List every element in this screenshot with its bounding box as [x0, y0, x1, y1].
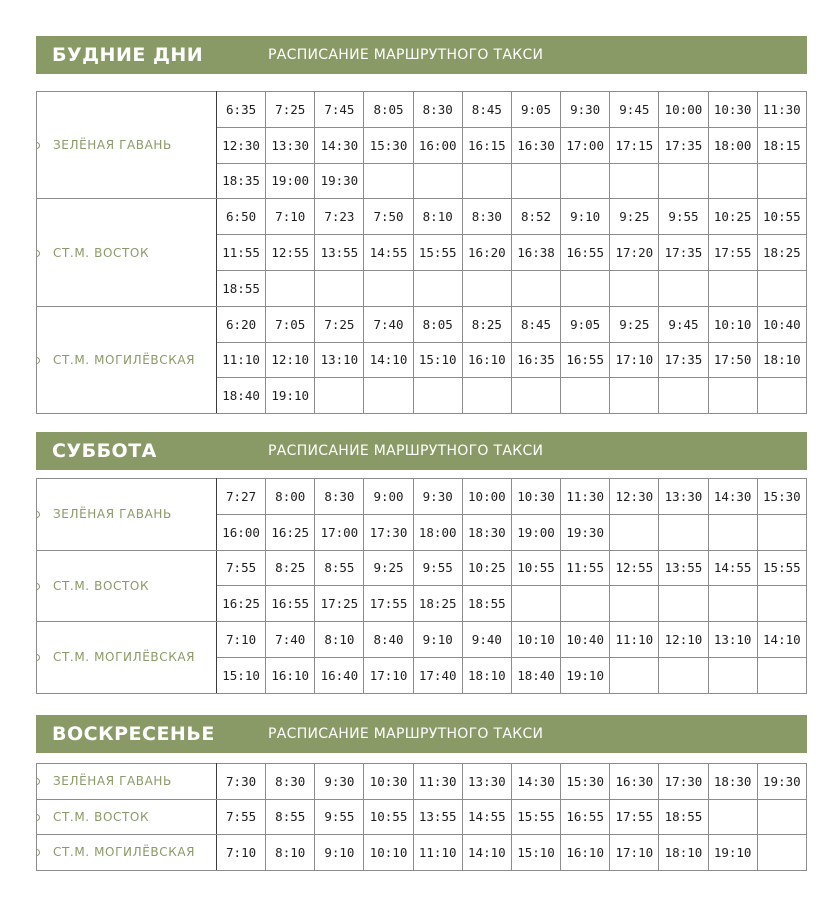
departure-time: 9:45 [610, 92, 659, 128]
departure-time: 7:30 [217, 764, 266, 800]
departure-time: 7:50 [364, 199, 413, 235]
departure-time [266, 270, 315, 306]
departure-time: 11:55 [217, 235, 266, 271]
departure-time: 10:25 [462, 550, 511, 586]
departure-time: 16:55 [561, 342, 610, 378]
timetable-row [37, 799, 807, 835]
departure-time: 8:52 [511, 199, 560, 235]
departure-time [561, 378, 610, 414]
departure-time [511, 378, 560, 414]
departure-time [708, 378, 757, 414]
departure-time: 18:25 [757, 235, 806, 271]
departure-time: 8:45 [511, 306, 560, 342]
departure-time [610, 270, 659, 306]
departure-time: 8:30 [266, 764, 315, 800]
departure-time: 11:10 [610, 622, 659, 658]
departure-time [364, 270, 413, 306]
departure-time: 16:55 [561, 235, 610, 271]
departure-time [462, 270, 511, 306]
departure-time: 7:25 [315, 306, 364, 342]
departure-time [413, 163, 462, 199]
departure-time: 15:10 [217, 657, 266, 693]
timetable-row [37, 764, 807, 800]
departure-time: 10:00 [462, 479, 511, 515]
departure-time: 17:20 [610, 235, 659, 271]
departure-time [708, 514, 757, 550]
departure-time: 7:23 [315, 199, 364, 235]
departure-time: 9:05 [511, 92, 560, 128]
timetable-row [37, 92, 807, 128]
departure-time: 8:05 [364, 92, 413, 128]
departure-time: 8:10 [315, 622, 364, 658]
departure-time [757, 657, 806, 693]
departure-time: 16:10 [561, 835, 610, 871]
departure-time: 14:55 [708, 550, 757, 586]
stop-name: СТ.М. ВОСТОК [37, 199, 217, 306]
departure-time: 16:20 [462, 235, 511, 271]
departure-time: 8:25 [462, 306, 511, 342]
departure-time: 8:30 [413, 92, 462, 128]
departure-time [315, 270, 364, 306]
departure-time: 9:55 [659, 199, 708, 235]
timetable-row [37, 199, 807, 235]
departure-time [610, 586, 659, 622]
departure-time: 18:40 [217, 378, 266, 414]
departure-time: 16:30 [511, 127, 560, 163]
departure-time [561, 270, 610, 306]
departure-time: 7:40 [266, 622, 315, 658]
departure-time: 7:10 [217, 622, 266, 658]
departure-time: 13:30 [659, 479, 708, 515]
departure-time: 9:10 [413, 622, 462, 658]
departure-time: 9:25 [610, 199, 659, 235]
saturday-timetable [36, 478, 807, 694]
departure-time: 19:10 [266, 378, 315, 414]
departure-time [364, 378, 413, 414]
departure-time: 12:55 [266, 235, 315, 271]
departure-time: 19:10 [708, 835, 757, 871]
departure-time [659, 514, 708, 550]
departure-time: 14:55 [462, 799, 511, 835]
stop-name: СТ.М. ВОСТОК [37, 550, 217, 622]
departure-time: 9:55 [315, 799, 364, 835]
departure-time: 12:10 [266, 342, 315, 378]
departure-time: 10:25 [708, 199, 757, 235]
departure-time: 15:55 [413, 235, 462, 271]
departure-time: 13:10 [315, 342, 364, 378]
departure-time: 17:10 [364, 657, 413, 693]
stop-name: СТ.М. МОГИЛЁВСКАЯ [37, 306, 217, 413]
departure-time: 8:55 [266, 799, 315, 835]
departure-time: 9:45 [659, 306, 708, 342]
saturday-subtitle: РАСПИСАНИЕ МАРШРУТНОГО ТАКСИ [268, 443, 544, 459]
departure-time: 16:30 [610, 764, 659, 800]
departure-time: 18:00 [708, 127, 757, 163]
departure-time: 6:50 [217, 199, 266, 235]
departure-time [708, 799, 757, 835]
departure-time [413, 270, 462, 306]
departure-time [561, 163, 610, 199]
departure-time [708, 586, 757, 622]
departure-time [708, 163, 757, 199]
departure-time: 17:50 [708, 342, 757, 378]
departure-time: 8:30 [315, 479, 364, 515]
sunday-subtitle: РАСПИСАНИЕ МАРШРУТНОГО ТАКСИ [268, 726, 544, 742]
sunday-timetable [36, 763, 807, 871]
departure-time: 16:38 [511, 235, 560, 271]
departure-time: 15:55 [511, 799, 560, 835]
departure-time: 10:30 [708, 92, 757, 128]
departure-time: 19:00 [511, 514, 560, 550]
departure-time: 18:55 [659, 799, 708, 835]
departure-time: 17:25 [315, 586, 364, 622]
departure-time: 7:27 [217, 479, 266, 515]
stop-name: СТ.М. МОГИЛЁВСКАЯ [37, 835, 217, 871]
departure-time: 16:15 [462, 127, 511, 163]
departure-time: 14:10 [757, 622, 806, 658]
timetable-row [37, 550, 807, 586]
departure-time: 9:30 [561, 92, 610, 128]
departure-time: 16:10 [266, 657, 315, 693]
stop-name: ЗЕЛЁНАЯ ГАВАНЬ [37, 764, 217, 800]
departure-time: 16:00 [217, 514, 266, 550]
departure-time [659, 270, 708, 306]
departure-time: 10:55 [364, 799, 413, 835]
departure-time: 17:35 [659, 235, 708, 271]
departure-time: 7:10 [217, 835, 266, 871]
departure-time: 9:55 [413, 550, 462, 586]
departure-time: 14:30 [315, 127, 364, 163]
departure-time [757, 163, 806, 199]
departure-time: 17:40 [413, 657, 462, 693]
departure-time: 15:10 [511, 835, 560, 871]
departure-time: 16:00 [413, 127, 462, 163]
departure-time [708, 657, 757, 693]
departure-time: 11:30 [561, 479, 610, 515]
departure-time: 9:10 [561, 199, 610, 235]
departure-time: 17:55 [610, 799, 659, 835]
departure-time: 7:55 [217, 799, 266, 835]
departure-time: 19:30 [757, 764, 806, 800]
departure-time: 7:10 [266, 199, 315, 235]
departure-time [659, 586, 708, 622]
departure-time: 10:30 [511, 479, 560, 515]
departure-time [757, 586, 806, 622]
departure-time: 18:15 [757, 127, 806, 163]
departure-time [462, 163, 511, 199]
departure-time: 13:55 [315, 235, 364, 271]
departure-time: 14:10 [462, 835, 511, 871]
stop-name: СТ.М. ВОСТОК [37, 799, 217, 835]
departure-time: 11:10 [413, 835, 462, 871]
sunday-title: ВОСКРЕСЕНЬЕ [52, 723, 215, 745]
departure-time: 13:30 [266, 127, 315, 163]
departure-time: 14:30 [511, 764, 560, 800]
departure-time [659, 378, 708, 414]
departure-time: 17:55 [708, 235, 757, 271]
departure-time: 7:05 [266, 306, 315, 342]
departure-time: 17:30 [364, 514, 413, 550]
departure-time [757, 514, 806, 550]
departure-time: 12:30 [610, 479, 659, 515]
departure-time: 7:55 [217, 550, 266, 586]
stop-name: ЗЕЛЁНАЯ ГАВАНЬ [37, 92, 217, 199]
stop-name: СТ.М. МОГИЛЁВСКАЯ [37, 622, 217, 694]
departure-time: 16:25 [266, 514, 315, 550]
departure-time: 10:00 [659, 92, 708, 128]
departure-time: 17:35 [659, 342, 708, 378]
departure-time: 10:10 [364, 835, 413, 871]
departure-time [413, 378, 462, 414]
departure-time [610, 514, 659, 550]
departure-time: 13:55 [413, 799, 462, 835]
departure-time: 8:45 [462, 92, 511, 128]
departure-time: 19:10 [561, 657, 610, 693]
departure-time: 8:40 [364, 622, 413, 658]
departure-time: 17:00 [315, 514, 364, 550]
departure-time [757, 270, 806, 306]
departure-time: 18:55 [462, 586, 511, 622]
departure-time [757, 835, 806, 871]
departure-time: 8:55 [315, 550, 364, 586]
departure-time: 18:25 [413, 586, 462, 622]
departure-time: 7:45 [315, 92, 364, 128]
departure-time: 6:35 [217, 92, 266, 128]
departure-time: 17:30 [659, 764, 708, 800]
timetable-row [37, 479, 807, 515]
departure-time: 9:30 [315, 764, 364, 800]
departure-time: 18:30 [462, 514, 511, 550]
departure-time: 10:10 [511, 622, 560, 658]
departure-time: 18:40 [511, 657, 560, 693]
departure-time: 8:30 [462, 199, 511, 235]
timetable-row [37, 306, 807, 342]
departure-time: 12:30 [217, 127, 266, 163]
departure-time: 9:30 [413, 479, 462, 515]
departure-time: 9:00 [364, 479, 413, 515]
departure-time [315, 378, 364, 414]
departure-time: 8:10 [266, 835, 315, 871]
departure-time [511, 270, 560, 306]
departure-time [610, 163, 659, 199]
departure-time: 18:35 [217, 163, 266, 199]
departure-time: 9:10 [315, 835, 364, 871]
departure-time: 18:30 [708, 764, 757, 800]
sunday-banner [36, 715, 807, 753]
departure-time: 16:55 [266, 586, 315, 622]
departure-time: 18:55 [217, 270, 266, 306]
departure-time: 13:30 [462, 764, 511, 800]
departure-time [364, 163, 413, 199]
saturday-banner [36, 432, 807, 470]
departure-time: 11:30 [757, 92, 806, 128]
departure-time: 14:10 [364, 342, 413, 378]
departure-time: 13:10 [708, 622, 757, 658]
departure-time: 16:35 [511, 342, 560, 378]
departure-time: 18:10 [757, 342, 806, 378]
departure-time: 17:55 [364, 586, 413, 622]
departure-time: 16:55 [561, 799, 610, 835]
departure-time: 10:40 [757, 306, 806, 342]
departure-time: 10:10 [708, 306, 757, 342]
departure-time: 11:10 [217, 342, 266, 378]
departure-time: 10:30 [364, 764, 413, 800]
departure-time: 8:00 [266, 479, 315, 515]
departure-time: 10:40 [561, 622, 610, 658]
departure-time: 16:25 [217, 586, 266, 622]
stop-name: ЗЕЛЁНАЯ ГАВАНЬ [37, 479, 217, 551]
departure-time: 14:55 [364, 235, 413, 271]
timetable-row [37, 622, 807, 658]
saturday-title: СУББОТА [52, 440, 157, 462]
departure-time [757, 378, 806, 414]
departure-time: 18:00 [413, 514, 462, 550]
departure-time: 17:15 [610, 127, 659, 163]
departure-time: 12:10 [659, 622, 708, 658]
departure-time: 11:30 [413, 764, 462, 800]
departure-time: 9:05 [561, 306, 610, 342]
departure-time: 15:30 [364, 127, 413, 163]
departure-time: 6:20 [217, 306, 266, 342]
departure-time: 15:30 [561, 764, 610, 800]
departure-time: 16:40 [315, 657, 364, 693]
departure-time: 10:55 [757, 199, 806, 235]
departure-time: 13:55 [659, 550, 708, 586]
departure-time [610, 378, 659, 414]
departure-time [462, 378, 511, 414]
departure-time: 9:25 [364, 550, 413, 586]
weekday-banner [36, 36, 807, 74]
departure-time: 11:55 [561, 550, 610, 586]
timetable-row [37, 835, 807, 871]
departure-time [561, 586, 610, 622]
departure-time: 17:35 [659, 127, 708, 163]
departure-time: 9:25 [610, 306, 659, 342]
departure-time [708, 270, 757, 306]
departure-time: 7:25 [266, 92, 315, 128]
departure-time: 17:10 [610, 342, 659, 378]
departure-time: 8:10 [413, 199, 462, 235]
departure-time: 8:05 [413, 306, 462, 342]
departure-time: 16:10 [462, 342, 511, 378]
departure-time: 17:00 [561, 127, 610, 163]
departure-time: 15:55 [757, 550, 806, 586]
departure-time: 15:30 [757, 479, 806, 515]
weekday-timetable [36, 91, 807, 414]
departure-time: 19:30 [561, 514, 610, 550]
departure-time [757, 799, 806, 835]
departure-time [659, 163, 708, 199]
departure-time: 14:30 [708, 479, 757, 515]
departure-time: 18:10 [462, 657, 511, 693]
departure-time [610, 657, 659, 693]
departure-time [659, 657, 708, 693]
weekday-subtitle: РАСПИСАНИЕ МАРШРУТНОГО ТАКСИ [268, 47, 544, 63]
departure-time [511, 163, 560, 199]
departure-time: 17:10 [610, 835, 659, 871]
departure-time: 18:10 [659, 835, 708, 871]
departure-time [511, 586, 560, 622]
departure-time: 12:55 [610, 550, 659, 586]
weekday-title: БУДНИЕ ДНИ [52, 44, 204, 66]
departure-time: 9:40 [462, 622, 511, 658]
departure-time: 7:40 [364, 306, 413, 342]
departure-time: 19:30 [315, 163, 364, 199]
departure-time: 10:55 [511, 550, 560, 586]
departure-time: 19:00 [266, 163, 315, 199]
departure-time: 8:25 [266, 550, 315, 586]
departure-time: 15:10 [413, 342, 462, 378]
